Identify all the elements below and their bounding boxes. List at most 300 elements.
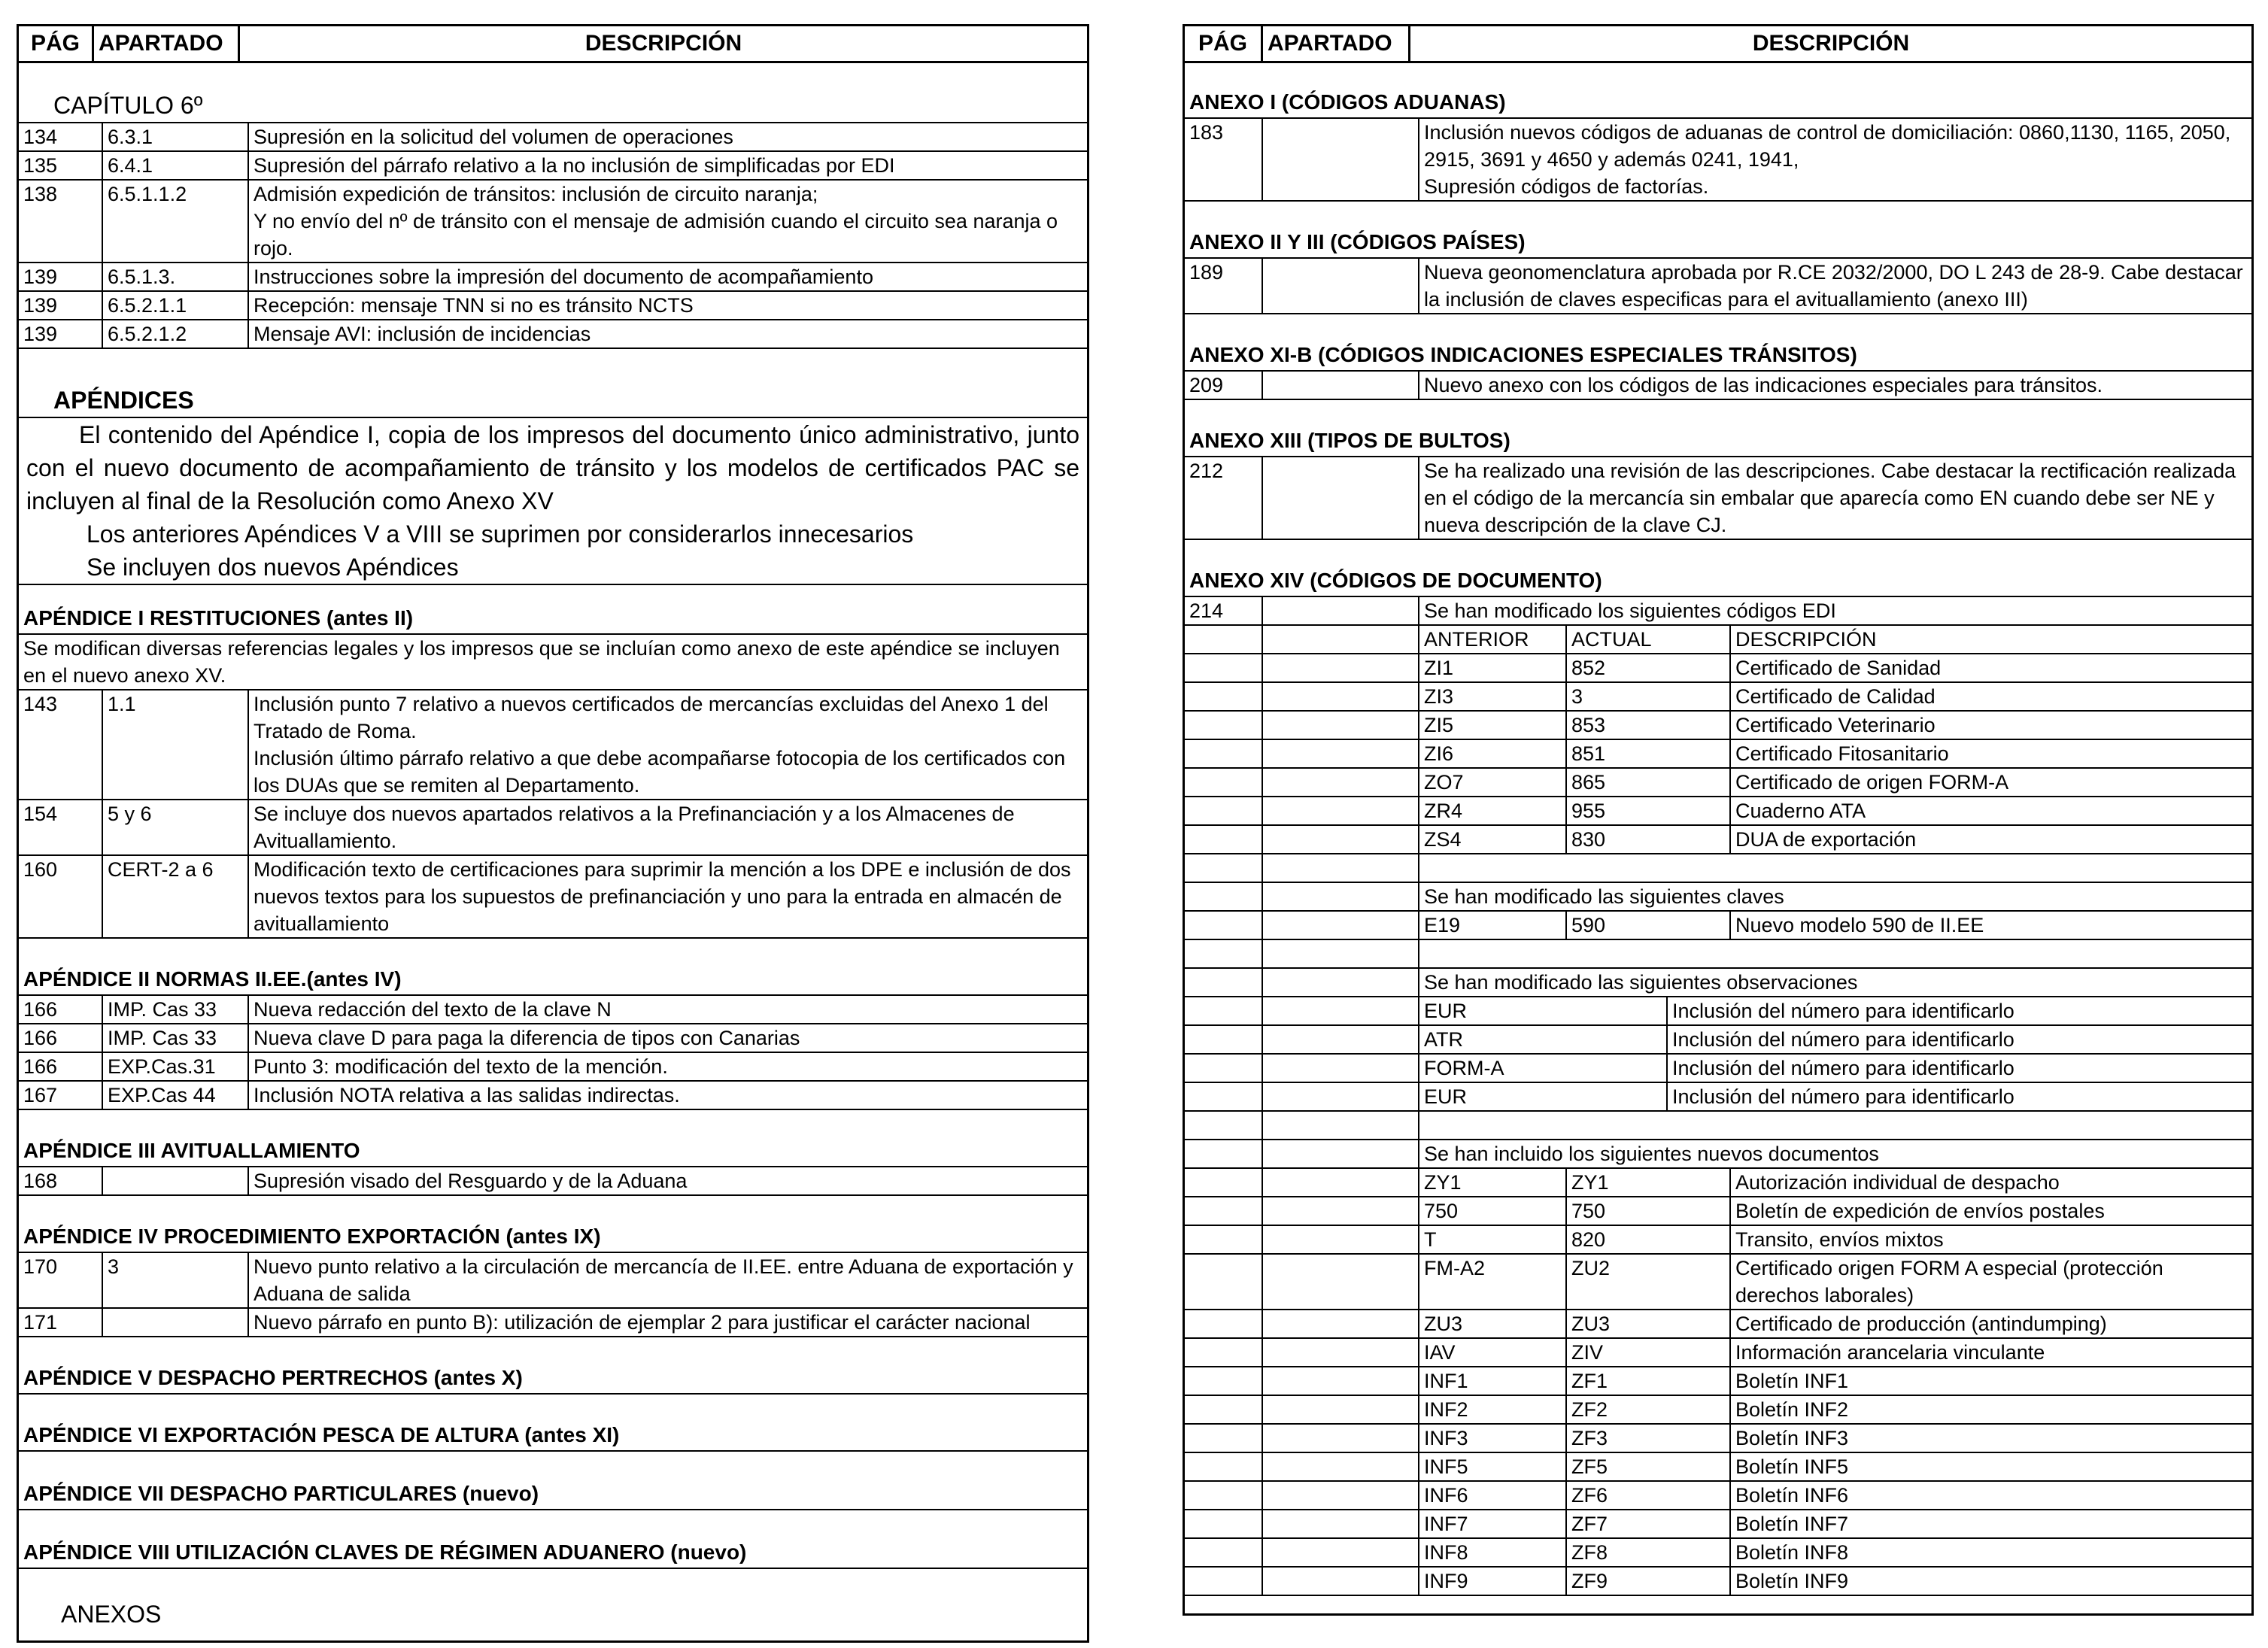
apartado-cell xyxy=(1263,1453,1419,1480)
pag-cell xyxy=(1185,940,1263,967)
anterior-cell: INF8 xyxy=(1419,1539,1567,1566)
table-header xyxy=(19,26,1087,63)
apartado-cell xyxy=(1263,797,1419,824)
pag-cell: 166 xyxy=(19,1053,103,1080)
pag-cell xyxy=(1185,1568,1263,1595)
descripcion-cell: Información arancelaria vinculante xyxy=(1735,1341,2045,1364)
descripcion-cell: Inclusión del número para identificarlo xyxy=(1672,1000,2014,1022)
descripcion-cell: Boletín INF5 xyxy=(1735,1455,1849,1478)
descripcion-cell: Certificado de origen FORM-A xyxy=(1735,771,2009,794)
anterior-cell: INF2 xyxy=(1419,1396,1567,1423)
pag-cell: 168 xyxy=(19,1167,103,1194)
anterior-cell: FORM-A xyxy=(1419,1055,1668,1082)
table-row xyxy=(19,263,1087,292)
apartado-cell xyxy=(1263,1255,1419,1309)
pag-cell: 189 xyxy=(1185,259,1263,313)
desc-cell: Modificación texto de certificaciones para suprimir la mención a los DPE e inclusión de dos nuevos textos para los supuestos de prefinanciación y uno para la entrada en almacén de avituallamiento xyxy=(254,858,1071,935)
table-row xyxy=(1185,740,2251,769)
anterior-cell: ZS4 xyxy=(1419,826,1567,853)
pag-cell xyxy=(1185,912,1263,939)
apartado-cell xyxy=(1263,826,1419,853)
pag-cell xyxy=(1185,1255,1263,1309)
table-row xyxy=(1185,1396,2251,1425)
apartado-cell: IMP. Cas 33 xyxy=(103,996,249,1023)
table-row xyxy=(1185,1310,2251,1339)
pag-cell xyxy=(1185,626,1263,653)
table-row xyxy=(1185,1482,2251,1510)
apartado-cell: 6.3.1 xyxy=(103,123,249,150)
pag-cell xyxy=(1185,1310,1263,1337)
apartado-cell: 3 xyxy=(103,1253,249,1307)
actual-cell: ZF9 xyxy=(1567,1568,1731,1595)
actual-cell: ZF2 xyxy=(1567,1396,1731,1423)
table-row xyxy=(1185,712,2251,740)
desc-cell: Inclusión NOTA relativa a las salidas indirectas. xyxy=(254,1084,680,1106)
anterior-cell: ZI6 xyxy=(1419,740,1567,767)
actual-cell: 590 xyxy=(1567,912,1731,939)
actual-cell: ZF6 xyxy=(1567,1482,1731,1509)
anexos-title: ANEXOS xyxy=(61,1601,162,1628)
table-row xyxy=(1185,1255,2251,1310)
descripcion-cell: Boletín INF3 xyxy=(1735,1427,1849,1449)
desc-cell: Nueva clave D para paga la diferencia de tipos con Canarias xyxy=(254,1027,800,1049)
descripcion-cell: Boletín INF8 xyxy=(1735,1541,1849,1564)
table-header xyxy=(1185,26,2251,63)
a2-title: ANEXO II Y III (CÓDIGOS PAÍSES) xyxy=(1185,227,2251,259)
table-row xyxy=(1185,997,2251,1026)
pag-cell xyxy=(1185,854,1263,882)
apartado-cell xyxy=(1263,912,1419,939)
anterior-cell: INF6 xyxy=(1419,1482,1567,1509)
pag-cell xyxy=(1185,997,1263,1024)
pag-cell xyxy=(1185,1026,1263,1053)
descripcion-cell: Boletín INF7 xyxy=(1735,1513,1849,1535)
descripcion-cell: Boletín INF2 xyxy=(1735,1398,1849,1421)
pag-cell xyxy=(1185,797,1263,824)
desc-cell: Nueva geonomenclatura aprobada por R.CE 2032/2000, DO L 243 de 28-9. Cabe destacar la inclusión de claves especificas para el avituallamiento (anexo III) xyxy=(1424,261,2243,311)
ap5-title: APÉNDICE V DESPACHO PERTRECHOS (antes X) xyxy=(19,1363,1087,1395)
header-apartado: APARTADO xyxy=(1263,26,1410,61)
pag-cell: 139 xyxy=(19,292,103,319)
apartado-cell xyxy=(1263,1226,1419,1253)
pag-cell: 139 xyxy=(19,263,103,290)
actual-cell: ZF7 xyxy=(1567,1510,1731,1537)
actual-cell: 750 xyxy=(1567,1197,1731,1225)
desc-cell: Nuevo punto relativo a la circulación de mercancía de II.EE. entre Aduana de exportación y Aduana de salida xyxy=(254,1255,1073,1305)
anterior-cell: ZI3 xyxy=(1419,683,1567,710)
pag-cell xyxy=(1185,1339,1263,1366)
pag-cell xyxy=(1185,1482,1263,1509)
actual-cell: 955 xyxy=(1567,797,1731,824)
spacer-row xyxy=(1185,940,2251,969)
a1-row xyxy=(1185,119,2251,202)
ap1-note: Se modifican diversas referencias legales y los impresos que se incluían como anexo de este apéndice se incluyen en el nuevo anexo XV. xyxy=(19,635,1087,690)
apartado-cell xyxy=(1263,259,1419,313)
descripcion-cell: Boletín INF1 xyxy=(1735,1370,1849,1392)
anterior-cell: EUR xyxy=(1419,1083,1668,1110)
table-row xyxy=(1185,654,2251,683)
apartado-cell xyxy=(103,1309,249,1336)
table-row xyxy=(19,800,1087,856)
table-row xyxy=(19,1167,1087,1196)
pag-cell xyxy=(1185,769,1263,796)
table-row xyxy=(1185,1510,2251,1539)
apartado-cell xyxy=(1263,997,1419,1024)
pag-cell xyxy=(1185,826,1263,853)
edi-head-anterior: ANTERIOR xyxy=(1419,626,1567,653)
apartado-cell xyxy=(1263,1169,1419,1196)
spacer-cell xyxy=(1419,1112,2251,1139)
descripcion-cell: Boletín de expedición de envíos postales xyxy=(1735,1200,2105,1222)
actual-cell: 852 xyxy=(1567,654,1731,681)
pag-cell xyxy=(1185,1453,1263,1480)
table-row xyxy=(1185,1539,2251,1568)
desc-cell: Se incluye dos nuevos apartados relativos a la Prefinanciación y a los Almacenes de Avituallamiento. xyxy=(254,803,1015,852)
right-table xyxy=(1183,24,2254,1616)
apendices-text xyxy=(19,417,1087,585)
apartado-cell xyxy=(1263,1482,1419,1509)
ap1-rows xyxy=(19,690,1087,939)
table-row xyxy=(1185,683,2251,712)
pag-cell: 138 xyxy=(19,181,103,262)
apartado-cell xyxy=(1263,1197,1419,1225)
spacer-row xyxy=(1185,1112,2251,1140)
pag-cell: 139 xyxy=(19,320,103,348)
a3-row xyxy=(1185,372,2251,400)
descripcion-cell: Boletín INF9 xyxy=(1735,1570,1849,1592)
anterior-cell: INF7 xyxy=(1419,1510,1567,1537)
header-pag: PÁG xyxy=(1185,26,1263,61)
descripcion-cell: Transito, envíos mixtos xyxy=(1735,1228,1944,1251)
table-row xyxy=(19,1024,1087,1053)
claves-intro-row xyxy=(1185,883,2251,912)
pag-cell: 214 xyxy=(1185,597,1263,624)
apartado-cell xyxy=(1263,769,1419,796)
ap4-rows xyxy=(19,1253,1087,1337)
pag-cell xyxy=(1185,1055,1263,1082)
desc-cell: Mensaje AVI: inclusión de incidencias xyxy=(254,323,591,345)
ap3-title: APÉNDICE III AVITUALLAMIENTO xyxy=(19,1136,1087,1167)
actual-cell: ZF8 xyxy=(1567,1539,1731,1566)
apartado-cell xyxy=(1263,457,1419,539)
actual-cell: ZIV xyxy=(1567,1339,1731,1366)
pag-cell xyxy=(1185,1396,1263,1423)
table-row xyxy=(1185,1339,2251,1367)
apartado-cell: CERT-2 a 6 xyxy=(103,856,249,937)
pag-cell: 166 xyxy=(19,1024,103,1052)
pag-cell xyxy=(1185,969,1263,996)
desc-cell: Admisión expedición de tránsitos: inclusión de circuito naranja; Y no envío del nº de tránsito con el mensaje de admisión cuando el circuito sea naranja o rojo. xyxy=(254,183,1058,259)
descripcion-cell: DUA de exportación xyxy=(1735,828,1917,851)
actual-cell: 830 xyxy=(1567,826,1731,853)
apartado-cell: EXP.Cas.31 xyxy=(103,1053,249,1080)
spacer-cell xyxy=(1419,854,2251,882)
apartado-cell xyxy=(1263,626,1419,653)
table-row xyxy=(1185,1055,2251,1083)
a4-title: ANEXO XIII (TIPOS DE BULTOS) xyxy=(1185,426,2251,457)
apartado-cell xyxy=(1263,597,1419,624)
a1-title: ANEXO I (CÓDIGOS ADUANAS) xyxy=(1185,87,2251,119)
table-row xyxy=(19,123,1087,152)
descripcion-cell: Certificado de Calidad xyxy=(1735,685,1936,708)
desc-cell: Nuevo anexo con los códigos de las indicaciones especiales para tránsitos. xyxy=(1424,374,2103,396)
edi-intro: Se han modificado los siguientes códigos EDI xyxy=(1424,599,1836,622)
pag-cell xyxy=(1185,1226,1263,1253)
pag-cell: 160 xyxy=(19,856,103,937)
descripcion-cell: Certificado Veterinario xyxy=(1735,714,1936,736)
apartado-cell xyxy=(1263,1396,1419,1423)
left-table xyxy=(17,24,1089,1643)
apartado-cell xyxy=(1263,1310,1419,1337)
table-row xyxy=(1185,912,2251,940)
table-row xyxy=(1185,1425,2251,1453)
desc-cell: Nueva redacción del texto de la clave N xyxy=(254,998,612,1021)
actual-cell: ZU2 xyxy=(1567,1255,1731,1309)
apendices-p3: Se incluyen dos nuevos Apéndices xyxy=(87,554,459,581)
pag-cell: 167 xyxy=(19,1082,103,1109)
pag-cell xyxy=(1185,1539,1263,1566)
apartado-cell xyxy=(1263,1112,1419,1139)
anterior-cell: IAV xyxy=(1419,1339,1567,1366)
apartado-cell xyxy=(1263,1083,1419,1110)
table-row xyxy=(1185,826,2251,854)
apartado-cell: 1.1 xyxy=(103,690,249,799)
apartado-cell xyxy=(1263,1367,1419,1395)
spacer-cell xyxy=(1419,940,2251,967)
edi-head-descripcion: DESCRIPCIÓN xyxy=(1735,628,1877,651)
edi-intro-row xyxy=(1185,597,2251,626)
table-row xyxy=(1185,769,2251,797)
ap4-title: APÉNDICE IV PROCEDIMIENTO EXPORTACIÓN (antes IX) xyxy=(19,1222,1087,1253)
desc-cell: Supresión visado del Resguardo y de la Aduana xyxy=(254,1170,688,1192)
descripcion-cell: Certificado de producción (antindumping) xyxy=(1735,1313,2107,1335)
apartado-cell xyxy=(1263,969,1419,996)
apartado-cell xyxy=(1263,740,1419,767)
desc-cell: Inclusión nuevos códigos de aduanas de control de domiciliación: 0860,1130, 1165, 2050, 2915, 3691 y 4650 y además 0241, 1941, Supresión códigos de factorías. xyxy=(1424,121,2231,198)
obs-intro: Se han modificado las siguientes observaciones xyxy=(1424,971,1858,994)
apartado-cell xyxy=(1263,1539,1419,1566)
apartado-cell xyxy=(1263,683,1419,710)
a4-row xyxy=(1185,457,2251,540)
pag-cell xyxy=(1185,712,1263,739)
table-row xyxy=(1185,1197,2251,1226)
ap8-title: APÉNDICE VIII UTILIZACIÓN CLAVES DE RÉGIMEN ADUANERO (nuevo) xyxy=(19,1537,1087,1569)
pag-cell xyxy=(1185,1140,1263,1167)
apartado-cell xyxy=(1263,1510,1419,1537)
anterior-cell: T xyxy=(1419,1226,1567,1253)
apartado-cell: 6.4.1 xyxy=(103,152,249,179)
desc-cell: Instrucciones sobre la impresión del documento de acompañamiento xyxy=(254,266,873,288)
apartado-cell: EXP.Cas 44 xyxy=(103,1082,249,1109)
actual-cell: 3 xyxy=(1567,683,1731,710)
apartado-cell: 6.5.2.1.1 xyxy=(103,292,249,319)
ap1-title: APÉNDICE I RESTITUCIONES (antes II) xyxy=(19,603,1087,635)
ap2-rows xyxy=(19,996,1087,1110)
desc-cell: Supresión del párrafo relativo a la no inclusión de simplificadas por EDI xyxy=(254,154,895,177)
pag-cell xyxy=(1185,1083,1263,1110)
desc-cell: Nuevo párrafo en punto B): utilización de ejemplar 2 para justificar el carácter nacional xyxy=(254,1311,1031,1334)
table-row xyxy=(19,1309,1087,1337)
table-row xyxy=(19,996,1087,1024)
a3-title: ANEXO XI-B (CÓDIGOS INDICACIONES ESPECIALES TRÁNSITOS) xyxy=(1185,340,2251,372)
pag-cell xyxy=(1185,1367,1263,1395)
pag-cell: 183 xyxy=(1185,119,1263,200)
apartado-cell: 6.5.2.1.2 xyxy=(103,320,249,348)
anterior-cell: INF3 xyxy=(1419,1425,1567,1452)
spacer-row xyxy=(1185,854,2251,883)
table-row xyxy=(19,1253,1087,1309)
apartado-cell: 6.5.1.3. xyxy=(103,263,249,290)
pag-cell: 166 xyxy=(19,996,103,1023)
anterior-cell: E19 xyxy=(1419,912,1567,939)
table-row xyxy=(19,856,1087,939)
anterior-cell: ZY1 xyxy=(1419,1169,1567,1196)
a5-title: ANEXO XIV (CÓDIGOS DE DOCUMENTO) xyxy=(1185,566,2251,597)
pag-cell xyxy=(1185,683,1263,710)
table-row xyxy=(19,181,1087,263)
table-row xyxy=(1185,1083,2251,1112)
pag-cell: 212 xyxy=(1185,457,1263,539)
pag-cell: 154 xyxy=(19,800,103,854)
descripcion-cell: Certificado origen FORM A especial (protección derechos laborales) xyxy=(1735,1257,2163,1307)
actual-cell: ZF1 xyxy=(1567,1367,1731,1395)
descripcion-cell: Certificado Fitosanitario xyxy=(1735,742,1949,765)
pag-cell xyxy=(1185,1169,1263,1196)
anterior-cell: EUR xyxy=(1419,997,1668,1024)
pag-cell xyxy=(1185,1197,1263,1225)
pag-cell xyxy=(1185,883,1263,910)
apartado-cell xyxy=(1263,940,1419,967)
docs-intro: Se han incluido los siguientes nuevos documentos xyxy=(1424,1143,1879,1165)
pag-cell xyxy=(1185,1425,1263,1452)
apartado-cell xyxy=(1263,654,1419,681)
desc-cell: Se ha realizado una revisión de las descripciones. Cabe destacar la rectificación realizada en el código de la mercancía sin embalar que aparecía como EN cuando debe ser NE y nueva descripción de la clave CJ. xyxy=(1424,460,2236,536)
apendices-title: APÉNDICES xyxy=(53,387,194,414)
table-row xyxy=(1185,1568,2251,1596)
descripcion-cell: Boletín INF6 xyxy=(1735,1484,1849,1507)
descripcion-cell: Certificado de Sanidad xyxy=(1735,657,1942,679)
ap7-title: APÉNDICE VII DESPACHO PARTICULARES (nuevo) xyxy=(19,1479,1087,1510)
header-apartado: APARTADO xyxy=(94,26,240,61)
actual-cell: 853 xyxy=(1567,712,1731,739)
descripcion-cell: Inclusión del número para identificarlo xyxy=(1672,1085,2014,1108)
table-row xyxy=(19,1053,1087,1082)
anterior-cell: INF9 xyxy=(1419,1568,1567,1595)
obs-intro-row xyxy=(1185,969,2251,997)
claves-intro: Se han modificado las siguientes claves xyxy=(1424,885,1784,908)
ap3-rows xyxy=(19,1167,1087,1196)
table-row xyxy=(1185,1026,2251,1055)
desc-cell: Recepción: mensaje TNN si no es tránsito NCTS xyxy=(254,294,694,317)
pag-cell xyxy=(1185,654,1263,681)
anterior-cell: FM-A2 xyxy=(1419,1255,1567,1309)
header-descripcion: DESCRIPCIÓN xyxy=(1752,31,1910,56)
header-descripcion: DESCRIPCIÓN xyxy=(584,31,742,56)
table-row xyxy=(1185,1453,2251,1482)
actual-cell: 820 xyxy=(1567,1226,1731,1253)
descripcion-cell: Inclusión del número para identificarlo xyxy=(1672,1057,2014,1079)
pag-cell: 143 xyxy=(19,690,103,799)
table-row xyxy=(19,320,1087,349)
desc-cell: Inclusión punto 7 relativo a nuevos certificados de mercancías excluidas del Anexo 1 del Tratado de Roma. Inclusión último párrafo relativo a que debe acompañarse fotocopia de los certificados con los DUAs que se remiten al Departamento. xyxy=(254,693,1066,797)
capitulo-title: CAPÍTULO 6º xyxy=(53,92,203,119)
apartado-cell: 5 y 6 xyxy=(103,800,249,854)
anterior-cell: ATR xyxy=(1419,1026,1668,1053)
table-row xyxy=(1185,1169,2251,1197)
apartado-cell xyxy=(1263,372,1419,399)
apartado-cell xyxy=(1263,883,1419,910)
pag-cell: 135 xyxy=(19,152,103,179)
apartado-cell xyxy=(1263,119,1419,200)
actual-cell: ZU3 xyxy=(1567,1310,1731,1337)
apartado-cell xyxy=(1263,1425,1419,1452)
actual-cell: ZF3 xyxy=(1567,1425,1731,1452)
apartado-cell xyxy=(1263,1055,1419,1082)
descripcion-cell: Inclusión del número para identificarlo xyxy=(1672,1028,2014,1051)
descripcion-cell: Autorización individual de despacho xyxy=(1735,1171,2060,1194)
docs-intro-row xyxy=(1185,1140,2251,1169)
actual-cell: ZF5 xyxy=(1567,1453,1731,1480)
edi-head-actual: ACTUAL xyxy=(1567,626,1731,653)
apartado-cell: 6.5.1.1.2 xyxy=(103,181,249,262)
anterior-cell: ZI5 xyxy=(1419,712,1567,739)
pag-cell: 171 xyxy=(19,1309,103,1336)
pag-cell: 134 xyxy=(19,123,103,150)
pag-cell xyxy=(1185,1510,1263,1537)
edi-header-row xyxy=(1185,626,2251,654)
header-pag: PÁG xyxy=(19,26,94,61)
table-row xyxy=(1185,797,2251,826)
table-row xyxy=(1185,1367,2251,1396)
desc-cell: Supresión en la solicitud del volumen de operaciones xyxy=(254,126,733,148)
apartado-cell xyxy=(1263,1140,1419,1167)
table-row xyxy=(19,292,1087,320)
table-row xyxy=(19,1082,1087,1110)
apendices-p1: El contenido del Apéndice I, copia de los impresos del documento único administrativo, junto con el nuevo documento de acompañamiento de tránsito y los modelos de certificados PAC se incluyen al final de la Resolución como Anexo XV xyxy=(26,421,1079,514)
pag-cell xyxy=(1185,740,1263,767)
capitulo-rows xyxy=(19,122,1087,349)
apartado-cell: IMP. Cas 33 xyxy=(103,1024,249,1052)
apartado-cell xyxy=(1263,1568,1419,1595)
descripcion-cell: Cuaderno ATA xyxy=(1735,800,1866,822)
table-row xyxy=(1185,1226,2251,1255)
anterior-cell: INF5 xyxy=(1419,1453,1567,1480)
actual-cell: 851 xyxy=(1567,740,1731,767)
ap6-title: APÉNDICE VI EXPORTACIÓN PESCA DE ALTURA (antes XI) xyxy=(19,1420,1087,1452)
apartado-cell xyxy=(1263,1026,1419,1053)
apartado-cell xyxy=(103,1167,249,1194)
a2-row xyxy=(1185,259,2251,314)
apartado-cell xyxy=(1263,854,1419,882)
anterior-cell: ZR4 xyxy=(1419,797,1567,824)
apartado-cell xyxy=(1263,712,1419,739)
pag-cell xyxy=(1185,1112,1263,1139)
apartado-cell xyxy=(1263,1339,1419,1366)
table-row xyxy=(19,690,1087,800)
table-row xyxy=(19,152,1087,181)
anterior-cell: ZO7 xyxy=(1419,769,1567,796)
actual-cell: 865 xyxy=(1567,769,1731,796)
anterior-cell: INF1 xyxy=(1419,1367,1567,1395)
anterior-cell: 750 xyxy=(1419,1197,1567,1225)
anterior-cell: ZI1 xyxy=(1419,654,1567,681)
actual-cell: ZY1 xyxy=(1567,1169,1731,1196)
apendices-p2: Los anteriores Apéndices V a VIII se suprimen por considerarlos innecesarios xyxy=(87,521,914,548)
a5-body xyxy=(1185,597,2251,1596)
descripcion-cell: Nuevo modelo 590 de II.EE xyxy=(1735,914,1984,936)
desc-cell: Punto 3: modificación del texto de la mención. xyxy=(254,1055,668,1078)
ap2-title: APÉNDICE II NORMAS II.EE.(antes IV) xyxy=(19,964,1087,996)
